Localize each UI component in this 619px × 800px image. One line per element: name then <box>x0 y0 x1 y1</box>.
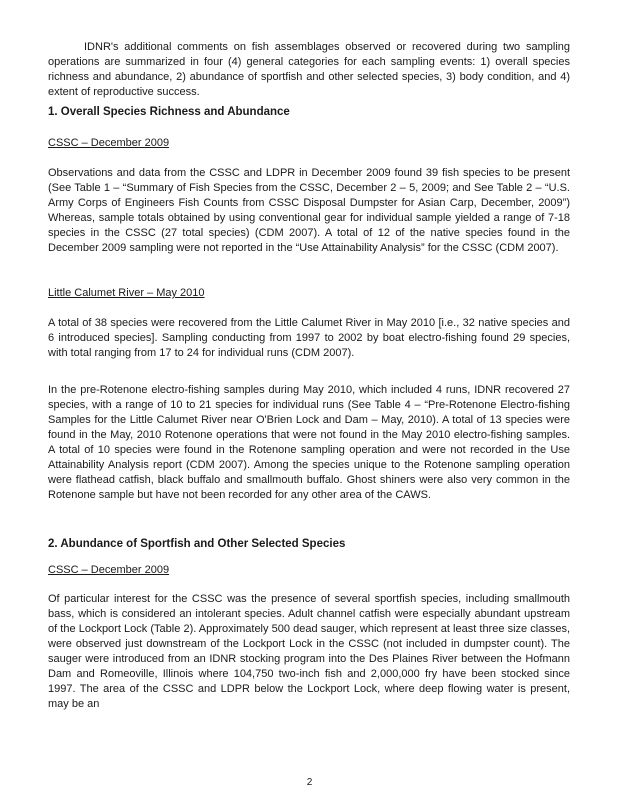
section-2-paragraph-1-block <box>48 592 570 712</box>
section-2-paragraph-1: Of particular interest for the CSSC was the presence of several sportfish species, including smallmouth bass, which is considered an intolerant species. Adult channel catfish were especially abundant upstream of the Lockport Lock (Table 2). Approximately 500 dead sauger, which represent at least three size classes, were observed just downstream of the Lockport Lock in the CSSC (not included in dumpster count). The sauger were introduced from an IDNR stocking program into the Des Plaines River between the Hofmann Dam and Romeoville, Illinois where 104,750 two-inch fish and 2,000,000 fry have been stocked since 1997. The area of the CSSC and LDPR below the Lockport Lock, where deep flowing water is present, may be an <box>48 593 570 710</box>
section-1-paragraph-1: Observations and data from the CSSC and LDPR in December 2009 found 39 fish species to be present (See Table 1 – “Summary of Fish Species from the CSSC, December 2 – 5, 2009; and See Table 2 – “U.S. Army Corps of Engineers Fish Counts from CSSC Disposal Dumpster for Asian Carp, December, 2009”) Whereas, sample totals obtained by using conventional gear for individual sample yielded a range of 7-18 species in the CSSC (27 total species) (CDM 2007). A total of 12 of the native species found in the December 2009 sampling were not reported in the “Use Attainability Analysis” for the CSSC (CDM 2007). <box>48 167 570 254</box>
section-1-paragraph-2-block <box>48 316 570 361</box>
section-2-subheading-cssc-block <box>48 563 570 578</box>
section-2-subheading-cssc: CSSC – December 2009 <box>48 564 170 576</box>
section-1-paragraph-1-block <box>48 166 570 256</box>
section-1-subheading-river: Little Calumet River – May 2010 <box>48 287 205 299</box>
section-1-paragraph-2: A total of 38 species were recovered from the Little Calumet River in May 2010 [i.e., 32 native species and 6 introduced species]. Sampling conducting from 1997 to 2002 by boat electro-fishing found 29 species, with total ranging from 17 to 24 for individual runs (CDM 2007). <box>48 317 570 359</box>
section-1-heading-block <box>48 105 570 120</box>
section-1-subheading-river-block <box>48 286 570 301</box>
section-2-heading-block <box>48 537 570 552</box>
section-1-paragraph-3: In the pre-Rotenone electro-fishing samples during May 2010, which included 4 runs, IDNR recovered 27 species, with a range of 10 to 21 species for individual runs (See Table 4 – “Pre-Rotenone Electro-fishing Samples for the Little Calumet River near O'Brien Lock and Dam – May, 2010). A total of 13 species were found in the May, 2010 Rotenone operations that were not found in the May 2010 electro-fishing samples. A total of 10 species were found in the Rotenone sampling operation and were not recorded in the Use Attainability Analysis report (CDM 2007). Among the species unique to the Rotenone sampling operation were flathead catfish, black buffalo and smallmouth buffalo. Ghost shiners were also very common in the Rotenone sample but have not been recorded for any other area of the CAWS. <box>48 384 570 501</box>
page-number: 2 <box>306 777 313 788</box>
section-1-paragraph-3-block <box>48 383 570 503</box>
section-1-heading: 1. Overall Species Richness and Abundance <box>48 106 290 118</box>
section-1-subheading-cssc-block <box>48 136 570 151</box>
intro-paragraph: IDNR's additional comments on fish assemblages observed or recovered during two sampling operations are summarized in four (4) general categories for each sampling events: 1) overall species richness and abundance, 2) abundance of sportfish and other selected species, 3) body condition, and 4) extent of reproductive success. <box>48 41 570 98</box>
section-2-heading: 2. Abundance of Sportfish and Other Selected Species <box>48 538 346 550</box>
intro-paragraph-block <box>48 40 570 100</box>
section-1-subheading-cssc: CSSC – December 2009 <box>48 137 170 149</box>
